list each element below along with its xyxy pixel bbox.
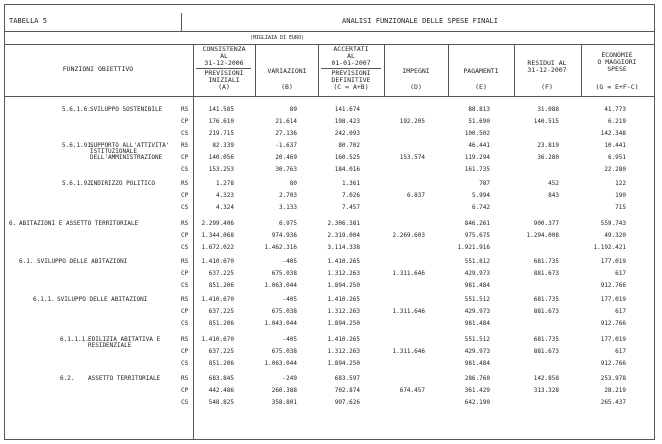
row-type-code: CP (181, 270, 189, 277)
cell-value-d: 1.311.646 (392, 308, 425, 315)
col-header-consistenza-2: AL (220, 52, 228, 60)
cell-value-c: 1.894.250 (327, 360, 360, 367)
col-header-variazioni-2: (B) (281, 83, 293, 91)
cell-value-g: 122 (615, 180, 626, 187)
cell-value-e: 981.484 (464, 282, 490, 289)
col-divider (193, 44, 194, 96)
row-type-code: CS (181, 360, 189, 367)
row-type-code: RS (181, 375, 189, 382)
col-divider (318, 44, 319, 96)
cell-value-g: 177.019 (600, 336, 626, 343)
units-note: (MIGLIAIA DI EURO) (249, 35, 305, 41)
cell-value-a: 141.585 (208, 106, 234, 113)
cell-value-b: 1.043.044 (264, 320, 297, 327)
cell-value-a: 82.339 (212, 142, 234, 149)
cell-value-c: 1.410.265 (327, 336, 360, 343)
cell-value-a: 219.715 (208, 130, 234, 137)
cell-value-d: 2.269.603 (392, 232, 425, 239)
cell-value-g: 912.766 (600, 320, 626, 327)
cell-value-b: 3.133 (278, 204, 297, 211)
cell-value-a: 442.486 (208, 387, 234, 394)
cell-value-c: 7.026 (341, 192, 360, 199)
cell-value-a: 637.225 (208, 308, 234, 315)
function-label: SUPPORTO ALL'ATTIVITA' (90, 142, 170, 149)
cell-value-c: 2.306.381 (327, 220, 360, 227)
cell-value-d: 6.837 (406, 192, 425, 199)
cell-value-f: 681.735 (533, 296, 559, 303)
cell-value-f: 681.735 (533, 336, 559, 343)
cell-value-b: -1.637 (275, 142, 297, 149)
cell-value-a: 851.206 (208, 320, 234, 327)
cell-value-b: 30.763 (275, 166, 297, 173)
function-label: SVILUPPO DELLE ABITAZIONI (37, 258, 128, 265)
cell-value-b: 1.063.044 (264, 282, 297, 289)
cell-value-b: 675.038 (271, 270, 297, 277)
cell-value-e: 551.512 (464, 336, 490, 343)
col-header-economie-3: SPESE (607, 65, 627, 73)
cell-value-g: 265.437 (600, 399, 626, 406)
row-type-code: CS (181, 282, 189, 289)
cell-value-e: 100.502 (464, 130, 490, 137)
col-header-prevdef-1: PREVISIONI (331, 69, 371, 77)
cell-value-c: 1.410.265 (327, 296, 360, 303)
cell-value-d: 1.311.646 (392, 270, 425, 277)
row-type-code: RS (181, 296, 189, 303)
row-type-code: RS (181, 106, 189, 113)
cell-value-b: 260.388 (271, 387, 297, 394)
cell-value-e: 46.441 (468, 142, 490, 149)
col-header-prevdef-2: DEFINITIVE (331, 76, 371, 84)
cell-value-b: -249 (282, 375, 297, 382)
cell-value-c: 1.361 (341, 180, 360, 187)
cell-value-g: 190 (615, 192, 626, 199)
cell-value-g: 49.320 (604, 232, 626, 239)
cell-value-a: 1.410.670 (201, 336, 234, 343)
cell-value-a: 4.323 (215, 192, 234, 199)
cell-value-f: 881.673 (533, 348, 559, 355)
col-divider (255, 44, 256, 96)
function-label: RESIDENZIALE (88, 342, 132, 349)
header-top-rule (4, 44, 655, 45)
cell-value-d: 674.457 (399, 387, 425, 394)
cell-value-b: 21.614 (275, 118, 297, 125)
body-divider (193, 96, 194, 440)
function-code: 5.6.1.91. (62, 142, 95, 149)
cell-value-c: 1.312.263 (327, 270, 360, 277)
row-type-code: CP (181, 348, 189, 355)
cell-value-g: 41.773 (604, 106, 626, 113)
cell-value-f: 142.858 (533, 375, 559, 382)
row-type-code: CS (181, 130, 189, 137)
function-code: 6.1. (19, 258, 34, 265)
col-divider (581, 44, 582, 96)
row-type-code: CP (181, 154, 189, 161)
cell-value-a: 548.825 (208, 399, 234, 406)
cell-value-e: 975.675 (464, 232, 490, 239)
cell-value-a: 140.056 (208, 154, 234, 161)
cell-value-a: 153.253 (208, 166, 234, 173)
cell-value-f: 452 (548, 180, 559, 187)
cell-value-f: 881.673 (533, 270, 559, 277)
cell-value-e: 88.813 (468, 106, 490, 113)
cell-value-a: 1.410.670 (201, 296, 234, 303)
function-code: 6.1.1.1. (60, 336, 89, 343)
col-header-accertati-3: 01-01-2007 (331, 59, 371, 67)
cell-value-d: 153.574 (399, 154, 425, 161)
col-header-economie-2: O MAGGIORI (597, 58, 637, 66)
col-divider (384, 44, 385, 96)
cell-value-c: 683.597 (334, 375, 360, 382)
cell-value-g: 559.743 (600, 220, 626, 227)
row-type-code: RS (181, 220, 189, 227)
cell-value-a: 2.299.406 (201, 220, 234, 227)
cell-value-c: 7.457 (341, 204, 360, 211)
col-header-economie-4: (G = E+F-C) (595, 83, 639, 91)
col-header-accertati-1: ACCERTATI (333, 45, 369, 53)
function-code: 5.6.1.92. (62, 180, 95, 187)
function-code: 6.2. (60, 375, 75, 382)
cell-value-c: 2.319.004 (327, 232, 360, 239)
cell-value-b: 675.038 (271, 308, 297, 315)
cell-value-b: 358.801 (271, 399, 297, 406)
cell-value-g: 177.019 (600, 296, 626, 303)
function-label: DELL'AMMINISTRAZIONE (90, 154, 163, 161)
cell-value-a: 4.324 (215, 204, 234, 211)
cell-value-e: 161.735 (464, 166, 490, 173)
cell-value-a: 683.845 (208, 375, 234, 382)
cell-value-a: 1.278 (215, 180, 234, 187)
cell-value-f: 36.280 (537, 154, 559, 161)
row-type-code: CS (181, 399, 189, 406)
cell-value-g: 22.280 (604, 166, 626, 173)
cell-value-d: 192.205 (399, 118, 425, 125)
cell-value-f: 313.328 (533, 387, 559, 394)
cell-value-g: 6.219 (607, 118, 626, 125)
cell-value-g: 912.766 (600, 360, 626, 367)
cell-value-f: 31.088 (537, 106, 559, 113)
cell-value-a: 176.610 (208, 118, 234, 125)
row-type-code: CP (181, 118, 189, 125)
col-header-previsioni-1: PREVISIONI (204, 69, 244, 77)
cell-value-a: 851.206 (208, 282, 234, 289)
function-label: EDILIZIA ABITATIVA E (88, 336, 161, 343)
cell-value-e: 286.760 (464, 375, 490, 382)
function-code: 5.6.1.6. (62, 106, 91, 113)
function-code: 6. (9, 220, 17, 227)
cell-value-g: 912.766 (600, 282, 626, 289)
cell-value-f: 843 (548, 192, 559, 199)
cell-value-e: 551.512 (464, 296, 490, 303)
cell-value-g: 142.348 (600, 130, 626, 137)
cell-value-f: 681.735 (533, 258, 559, 265)
cell-value-c: 80.702 (338, 142, 360, 149)
function-label: SVILUPPO SOSTENIBILE (90, 106, 163, 113)
row-type-code: RS (181, 180, 189, 187)
col-header-residui-1: RESIDUI AL (527, 59, 567, 67)
cell-value-b: 80 (289, 180, 297, 187)
col-header-consistenza-1: CONSISTENZA (202, 45, 246, 53)
table-title: ANALISI FUNZIONALE DELLE SPESE FINALI (342, 17, 498, 25)
cell-value-b: 675.038 (271, 348, 297, 355)
row-type-code: RS (181, 258, 189, 265)
cell-value-g: 28.219 (604, 387, 626, 394)
function-label: ASSETTO TERRITORIALE (88, 375, 161, 382)
cell-value-c: 141.674 (334, 106, 360, 113)
col-header-residui-2: 31-12-2007 (527, 66, 567, 74)
col-header-impegni-1: IMPEGNI (402, 67, 430, 75)
cell-value-e: 642.190 (464, 399, 490, 406)
cell-value-c: 1.894.250 (327, 282, 360, 289)
row-type-code: CS (181, 244, 189, 251)
cell-value-g: 617 (615, 348, 626, 355)
cell-value-f: 1.294.008 (526, 232, 559, 239)
cell-value-g: 617 (615, 270, 626, 277)
col-header-residui-3: (F) (541, 83, 553, 91)
cell-value-b: 6.975 (278, 220, 297, 227)
cell-value-e: 551.812 (464, 258, 490, 265)
function-label: INDIRIZZO POLITICO (90, 180, 156, 187)
row-type-code: CP (181, 232, 189, 239)
title-rule (4, 31, 655, 32)
col-header-previsioni-2: INIZIALI (208, 76, 240, 84)
col-header-previsioni-3: (A) (218, 83, 230, 91)
col-header-pagamenti-1: PAGAMENTI (463, 67, 499, 75)
cell-value-b: -405 (282, 336, 297, 343)
cell-value-c: 198.423 (334, 118, 360, 125)
cell-value-c: 3.114.338 (327, 244, 360, 251)
cell-value-c: 907.626 (334, 399, 360, 406)
function-label: ISTITUZIONALE (90, 148, 137, 155)
cell-value-e: 119.294 (464, 154, 490, 161)
cell-value-c: 702.874 (334, 387, 360, 394)
row-type-code: CS (181, 166, 189, 173)
col-header-variazioni-1: VARIAZIONI (267, 67, 307, 75)
cell-value-b: -405 (282, 258, 297, 265)
function-code: 6.1.1. (33, 296, 55, 303)
cell-value-e: 361.429 (464, 387, 490, 394)
cell-value-e: 1.921.916 (457, 244, 490, 251)
cell-value-a: 637.225 (208, 348, 234, 355)
title-divider (181, 13, 182, 31)
col-header-consistenza-3: 31-12-2006 (204, 59, 244, 67)
cell-value-e: 429.973 (464, 308, 490, 315)
row-type-code: CP (181, 192, 189, 199)
cell-value-a: 851.206 (208, 360, 234, 367)
cell-value-a: 1.344.068 (201, 232, 234, 239)
cell-value-c: 1.312.263 (327, 348, 360, 355)
cell-value-g: 715 (615, 204, 626, 211)
cell-value-b: 1.063.044 (264, 360, 297, 367)
cell-value-e: 51.690 (468, 118, 490, 125)
col-divider (514, 44, 515, 96)
cell-value-f: 900.377 (533, 220, 559, 227)
cell-value-c: 160.525 (334, 154, 360, 161)
cell-value-b: 89 (289, 106, 297, 113)
row-type-code: CP (181, 308, 189, 315)
cell-value-f: 140.515 (533, 118, 559, 125)
cell-value-c: 1.312.263 (327, 308, 360, 315)
cell-value-e: 846.261 (464, 220, 490, 227)
row-type-code: RS (181, 336, 189, 343)
cell-value-c: 242.093 (334, 130, 360, 137)
cell-value-b: 20.469 (275, 154, 297, 161)
function-label: ABITAZIONI E ASSETTO TERRITORIALE (19, 220, 139, 227)
cell-value-d: 1.311.646 (392, 348, 425, 355)
cell-value-c: 1.894.250 (327, 320, 360, 327)
cell-value-c: 184.016 (334, 166, 360, 173)
cell-value-e: 429.973 (464, 270, 490, 277)
row-type-code: CS (181, 204, 189, 211)
header-bottom-rule (4, 96, 655, 97)
cell-value-e: 5.994 (471, 192, 490, 199)
row-type-code: CS (181, 320, 189, 327)
cell-value-b: 974.936 (271, 232, 297, 239)
col-header-economie-1: ECONOMIE (601, 51, 633, 59)
cell-value-g: 253.978 (600, 375, 626, 382)
cell-value-a: 1.410.670 (201, 258, 234, 265)
cell-value-e: 981.484 (464, 320, 490, 327)
cell-value-e: 429.973 (464, 348, 490, 355)
col-divider (448, 44, 449, 96)
cell-value-e: 981.484 (464, 360, 490, 367)
cell-value-c: 1.410.265 (327, 258, 360, 265)
row-type-code: RS (181, 142, 189, 149)
table-label: TABELLA 5 (9, 17, 47, 25)
cell-value-g: 10.441 (604, 142, 626, 149)
cell-value-b: 27.136 (275, 130, 297, 137)
cell-value-b: 1.462.316 (264, 244, 297, 251)
cell-value-g: 1.192.421 (593, 244, 626, 251)
cell-value-g: 177.019 (600, 258, 626, 265)
col-header-pagamenti-2: (E) (475, 83, 487, 91)
cell-value-g: 6.951 (607, 154, 626, 161)
cell-value-a: 637.225 (208, 270, 234, 277)
cell-value-b: -405 (282, 296, 297, 303)
col-header-prevdef-3: (C = A+B) (333, 83, 369, 91)
col-header-impegni-2: (D) (410, 83, 422, 91)
col-header-accertati-2: AL (347, 52, 355, 60)
row-type-code: CP (181, 387, 189, 394)
cell-value-b: 2.703 (278, 192, 297, 199)
cell-value-a: 1.672.022 (201, 244, 234, 251)
function-label: SVILUPPO DELLE ABITAZIONI (57, 296, 148, 303)
cell-value-f: 881.673 (533, 308, 559, 315)
col-header-funzioni: FUNZIONI OBIETTIVO (62, 65, 134, 73)
cell-value-e: 6.742 (471, 204, 490, 211)
cell-value-e: 787 (479, 180, 490, 187)
cell-value-g: 617 (615, 308, 626, 315)
cell-value-f: 23.819 (537, 142, 559, 149)
